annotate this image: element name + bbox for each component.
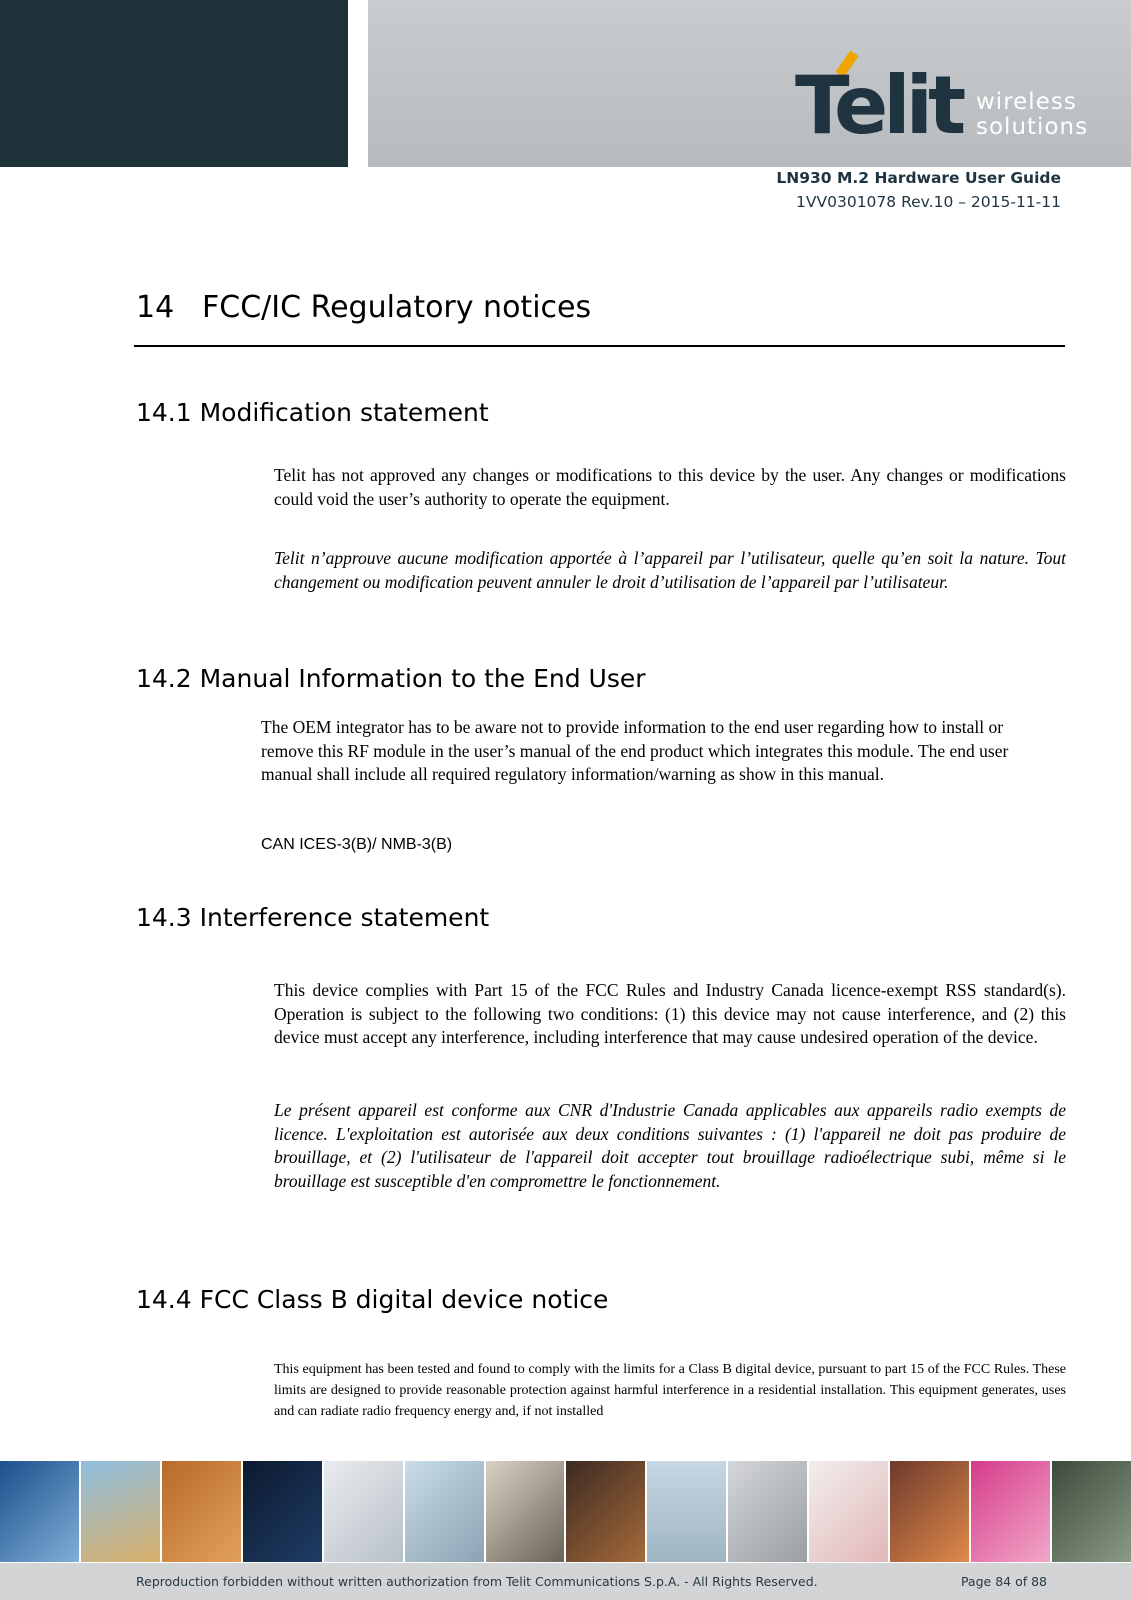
document-revision: 1VV0301078 Rev.10 – 2015-11-11 <box>796 193 1061 211</box>
section-14-2-paragraph: The OEM integrator has to be aware not to provide information to the end user regarding how to install or remove this RF module in the user’s manual of the end product which integrates this module. The end user manual shall include all required regulatory information/warning as show in this manual. <box>261 717 1009 784</box>
footer-photo-keyboard <box>324 1461 405 1562</box>
section-heading-14-3: 14.3 Interference statement <box>136 903 490 932</box>
footer-photo-laser <box>809 1461 890 1562</box>
footer-photo-cyclist <box>405 1461 486 1562</box>
section-heading-14-1: 14.1 Modification statement <box>136 398 489 427</box>
ices-compliance-note: CAN ICES-3(B)/ NMB-3(B) <box>261 836 453 853</box>
chapter-number: 14 <box>136 290 175 325</box>
logo-tagline <box>976 90 1088 140</box>
section-14-3-paragraph-fr: Le présent appareil est conforme aux CNR d'Industrie Canada applicables aux appareils radio exempts de licence. L'exploitation est autorisée aux deux conditions suivantes : (1) l'appareil ne doit pas produire de brouillage, et (2) l'utilisateur de l'appareil doit accepter tout brouillage radioélectrique subi, même si le brouillage est susceptible d'en compromettre le fonctionnement. <box>274 1100 1066 1191</box>
footer-photo-meter <box>728 1461 809 1562</box>
page-footer <box>0 1563 1131 1600</box>
footer-photo-card <box>486 1461 567 1562</box>
telit-logo: Telit <box>795 59 962 152</box>
document-title: LN930 M.2 Hardware User Guide <box>776 169 1061 187</box>
section-14-4-paragraph: This equipment has been tested and found to comply with the limits for a Class B digital device, pursuant to part 15 of the FCC Rules. These limits are designed to provide reasonable protection against harmful interference in a residential installation. This equipment generates, uses and can radiate radio frequency energy and, if not installed <box>274 1362 1066 1419</box>
header-light-panel <box>368 0 1131 167</box>
footer-photo-clock-display <box>243 1461 324 1562</box>
footer-photo-containers <box>162 1461 243 1562</box>
footer-photo-strip <box>0 1461 1131 1562</box>
section-14-3-paragraph-en: This device complies with Part 15 of the FCC Rules and Industry Canada licence-exempt RSS standard(s). Operation is subject to the following two conditions: (1) this device may not cause interference, and (2) this device must accept any interference, including interference that may cause undesired operation of the device. <box>274 980 1066 1047</box>
footer-photo-highway <box>0 1461 81 1562</box>
footer-photo-shelves <box>971 1461 1052 1562</box>
footer-photo-wind-turbines <box>647 1461 728 1562</box>
page-number: Page 84 of 88 <box>960 1574 1047 1589</box>
footer-photo-train <box>890 1461 971 1562</box>
reproduction-notice: Reproduction forbidden without written authorization from Telit Communications S.p.A. - All Rights Reserved. <box>136 1574 818 1589</box>
footer-photo-vending <box>566 1461 647 1562</box>
footer-photo-camera <box>1052 1461 1131 1562</box>
header-dark-panel <box>0 0 348 167</box>
tagline-line2: solutions <box>976 114 1089 140</box>
section-14-1-paragraph-en: Telit has not approved any changes or modifications to this device by the user. Any changes or modifications could void the user’s authority to operate the equipment. <box>274 465 1066 509</box>
chapter-rule <box>134 345 1065 347</box>
tagline-line1: wireless <box>976 89 1077 115</box>
section-heading-14-2: 14.2 Manual Information to the End User <box>136 664 646 693</box>
chapter-heading <box>136 290 591 325</box>
chapter-title: FCC/IC Regulatory notices <box>202 290 592 325</box>
section-heading-14-4: 14.4 FCC Class B digital device notice <box>136 1285 609 1314</box>
section-14-1-paragraph-fr: Telit n’approuve aucune modification apportée à l’appareil par l’utilisateur, quelle qu’en soit la nature. Tout changement ou modification peuvent annuler le droit d’utilisation de l’appareil par l’utilisateur. <box>274 548 1066 592</box>
footer-photo-callbox <box>81 1461 162 1562</box>
